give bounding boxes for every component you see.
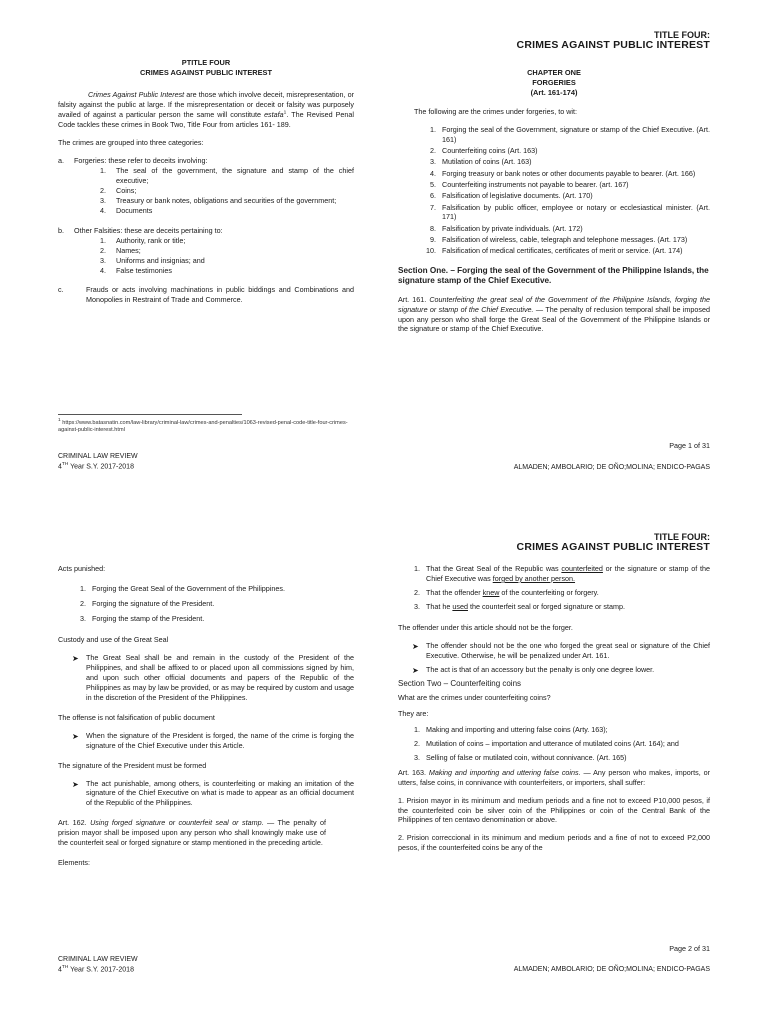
- custody-bullets: [58, 653, 354, 703]
- category-b-text: Other Falsities: these are deceits pertaining to:: [74, 225, 223, 235]
- footer-authors: ALMADEN; AMBOLARIO; DE OÑO;MOLINA; ENDICO-PAGAS: [513, 966, 710, 973]
- list-item: 10. Falsification of medical certificates, certificates of merit or service. (Art. 174): [426, 246, 683, 256]
- forgeries-list: [398, 125, 710, 257]
- list-item: 4. False testimonies: [100, 265, 172, 275]
- footer-authors: ALMADEN; AMBOLARIO; DE OÑO;MOLINA; ENDICO-PAGAS: [513, 464, 710, 471]
- list-item: ➤ The act is that of an accessory but the penalty is only one degree lower.: [412, 664, 655, 675]
- article-162: [58, 818, 354, 847]
- chapter-articles: (Art. 161-174): [530, 88, 578, 98]
- footer-left: [58, 453, 138, 471]
- footnote-link[interactable]: https://www.batasnatin.com/law-library/criminal-law/crimes-and-penalties/1063-revised-penal-code-title-four-crimes-against-public-interest.html: [58, 419, 348, 434]
- article-label: Art. 163.: [398, 768, 429, 778]
- section-one-heading: Section One. – Forging the seal of the Government of the Philippine Islands, the signature stamp of the Chief Executive.: [398, 265, 709, 286]
- footer-course: CRIMINAL LAW REVIEW: [58, 956, 138, 963]
- arrow-bullet-icon: ➤: [72, 654, 79, 664]
- list-item: 6. Falsification of legislative documents. (Art. 170): [430, 191, 593, 201]
- offense-heading: The offense is not falsification of public document: [58, 712, 215, 722]
- arrow-bullet-icon: ➤: [412, 642, 419, 652]
- list-item: ➤ The Great Seal shall be and remain in the custody of the President of the Philippines, and shall be affixed to or placed upon all commissions signed by him, and upon such other official documents and papers of the Republic of the Philippines as may by law be provided, or as may be required by custom and usage in the discretion of the President of the Philippines.: [72, 653, 354, 702]
- category-c: [58, 285, 354, 305]
- arrow-bullet-icon: ➤: [72, 731, 79, 741]
- list-item: 1. That the Great Seal of the Republic was counterfeited or the signature or stamp of the Chief Executive was forged by another person.: [414, 564, 710, 583]
- list-item: 2. Coins;: [100, 185, 137, 195]
- list-item: 8. Falsification by private individuals. (Art. 172): [430, 223, 583, 233]
- list-item: 1. Forging the Great Seal of the Government of the Philippines.: [80, 583, 285, 593]
- list-item: ➤ The offender should not be the one who forged the great seal or signature of the Chief Executive. Otherwise, he will be penalized under Art. 161.: [412, 641, 710, 661]
- list-item: 3. Uniforms and insignias; and: [100, 255, 205, 265]
- list-item: 3. That he used the counterfeit seal or forged signature or stamp.: [414, 601, 625, 611]
- document-page-2: [0, 512, 768, 1024]
- formed-bullets: [58, 779, 354, 809]
- category-a-label: a.: [58, 156, 64, 166]
- running-header: [517, 532, 710, 554]
- list-item: ➤ When the signature of the President is forged, the name of the crime is forging the signature of the Chief Executive under this Article.: [72, 730, 354, 750]
- footer-year: 4TH Year S.Y. 2017-2018: [58, 461, 134, 470]
- offender-bullets: [398, 641, 710, 675]
- header-title: TITLE FOUR:: [654, 532, 710, 542]
- footnote: [58, 418, 354, 435]
- article-label: Art. 161.: [398, 295, 430, 305]
- page-number: Page 2 of 31: [669, 944, 710, 953]
- article-title: Counterfeiting the great seal of the Government of the Philippine Islands, forging the signature or stamp of the Chief Executive.: [398, 295, 710, 314]
- question-text: What are the crimes under counterfeiting coins?: [398, 693, 551, 703]
- elements-list: [398, 564, 710, 612]
- intro-paragraph: [58, 90, 354, 130]
- list-item: 1. The seal of the government, the signature and stamp of the chief executive;: [100, 166, 354, 185]
- list-item: 1. Forging the seal of the Government, signature or stamp of the Chief Executive. (Art. 161): [430, 124, 710, 144]
- intro-tail: . The Revised Penal Code tackles these crimes in Book Two, Title Four from articles 161- 189.: [58, 110, 355, 130]
- category-a-list: [58, 166, 354, 216]
- header-title: TITLE FOUR:: [654, 30, 710, 40]
- list-item: 3. Treasury or bank notes, obligations and securities of the government;: [100, 195, 337, 205]
- list-item: 2. That the offender knew of the counterfeiting or forgery.: [414, 587, 599, 597]
- list-item: 1. Authority, rank or title;: [100, 235, 186, 245]
- intro-estafa: estafa: [264, 110, 284, 120]
- footnote-ref[interactable]: 1: [283, 110, 287, 116]
- left-column: [58, 58, 354, 305]
- chapter-subtitle: FORGERIES: [532, 78, 576, 88]
- footer-year: 4TH Year S.Y. 2017-2018: [58, 964, 134, 973]
- category-b-list: [58, 236, 354, 276]
- category-a: [58, 156, 354, 166]
- category-c-text: Frauds or acts involving machinations in public biddings and Combinations and Monopolies in Restraint of Trade and Commerce.: [86, 285, 354, 305]
- article-body: — The penalty of prision mayor shall be imposed upon any person who shall knowingly make use of the counterfeit seal or forged signature or stamp mentioned in the preceding article.: [58, 818, 326, 847]
- running-header: [517, 30, 710, 52]
- list-item: 4. Forging treasury or bank notes or other documents payable to bearer. (Art. 166): [430, 168, 696, 178]
- formed-heading: The signature of the President must be formed: [58, 760, 207, 770]
- coin-crimes-list: [398, 725, 710, 763]
- list-item: 2. Names;: [100, 245, 141, 255]
- title-line-1: PTITLE FOUR: [181, 58, 231, 67]
- list-item: 4. Documents: [100, 205, 153, 215]
- footer-course: CRIMINAL LAW REVIEW: [58, 453, 138, 460]
- elements-heading: Elements:: [58, 857, 90, 867]
- acts-list: [58, 584, 354, 624]
- header-subtitle: CRIMES AGAINST PUBLIC INTEREST: [516, 39, 710, 52]
- list-item: 3. Mutilation of coins (Art. 163): [430, 157, 532, 167]
- article-title: Using forged signature or counterfeit seal or stamp.: [90, 818, 264, 828]
- category-a-text: Forgeries: these refer to deceits involving:: [74, 156, 208, 166]
- article-body: — The penalty of reclusion temporal shall be imposed upon any person who shall forge the Great Seal of the Government of the Philippine Islands or the signature or stamp of the Chief Executive.: [398, 304, 710, 334]
- left-column: [58, 564, 354, 868]
- footer-left: [58, 956, 138, 974]
- penalty-paragraph-2: 2. Prision correccional in its minimum and medium periods and a fine of not to exceed P2,000 pesos, if the counterfeited coins be any of the: [398, 833, 710, 853]
- title-line-2: CRIMES AGAINST PUBLIC INTEREST: [140, 68, 272, 78]
- footnote-divider: [58, 414, 242, 415]
- offense-bullets: [58, 731, 354, 751]
- penalty-paragraph-1: 1. Prision mayor in its minimum and medium periods and a fine not to exceed P10,000 pesos, if the counterfeited coin be silver coin of the Philippines or coin of the Central Bank of the Philippines of ten centavo denomination or above.: [398, 795, 710, 825]
- custody-heading: Custody and use of the Great Seal: [58, 635, 169, 645]
- they-are-text: They are:: [398, 709, 429, 719]
- article-163: [398, 768, 710, 788]
- list-item: 2. Mutilation of coins – importation and utterance of mutilated coins (Art. 164); and: [414, 739, 679, 749]
- intro-term: Crimes Against Public Interest: [88, 90, 185, 100]
- list-item: 7. Falsification by public officer, employee or notary or ecclesiastical minister. (Art. 171): [430, 202, 710, 222]
- article-body: — Any person who makes, imports, or utters, false coins, in connivance with counterfeiters, or importers, shall suffer:: [398, 768, 710, 788]
- intro-text: are those which involve deceit, misrepresentation, or falsity against the public at large. If the misrepresentation or deceit or falsity was purposely availed of against a particular person the same will constitute: [58, 90, 354, 120]
- chapter-title: CHAPTER ONE: [527, 68, 581, 77]
- article-161: [398, 295, 710, 334]
- acts-heading: Acts punished:: [58, 564, 106, 573]
- list-item: ➤ The act punishable, among others, is counterfeiting or making an imitation of the signature of the Chief Executive on what is made to appear as an official document of the Republic of the Philippines.: [72, 778, 354, 808]
- footnote-number: 1: [58, 418, 61, 423]
- category-b-label: b.: [58, 225, 64, 235]
- list-item: 3. Forging the stamp of the President.: [80, 613, 205, 623]
- header-subtitle: CRIMES AGAINST PUBLIC INTEREST: [516, 541, 710, 554]
- page-number: Page 1 of 31: [669, 441, 710, 450]
- list-item: 5. Counterfeiting instruments not payable to bearer. (art. 167): [430, 179, 629, 189]
- list-item: 2. Forging the signature of the President.: [80, 598, 215, 608]
- arrow-bullet-icon: ➤: [412, 665, 419, 675]
- list-item: 2. Counterfeiting coins (Art. 163): [430, 145, 538, 155]
- list-item: 1. Making and importing and uttering false coins (Arty. 163);: [414, 725, 608, 735]
- arrow-bullet-icon: ➤: [72, 779, 79, 789]
- list-item: 9. Falsification of wireless, cable, telegraph and telephone messages. (Art. 173): [430, 235, 688, 245]
- list-item: 3. Selling of false or mutilated coin, without connivance. (Art. 165): [414, 753, 627, 763]
- right-column: [398, 68, 710, 334]
- category-b: [58, 226, 354, 236]
- lead-text: The following are the crimes under forgeries, to wit:: [414, 106, 577, 116]
- category-c-label: c.: [58, 285, 64, 295]
- article-title: Making and importing and uttering false coins.: [428, 768, 581, 778]
- offender-heading: The offender under this article should not be the forger.: [398, 623, 573, 633]
- grouped-text: The crimes are grouped into three categories:: [58, 138, 204, 148]
- article-label: Art. 162.: [58, 818, 91, 828]
- right-column: [398, 564, 710, 853]
- section-two-heading: Section Two – Counterfeiting coins: [398, 678, 522, 688]
